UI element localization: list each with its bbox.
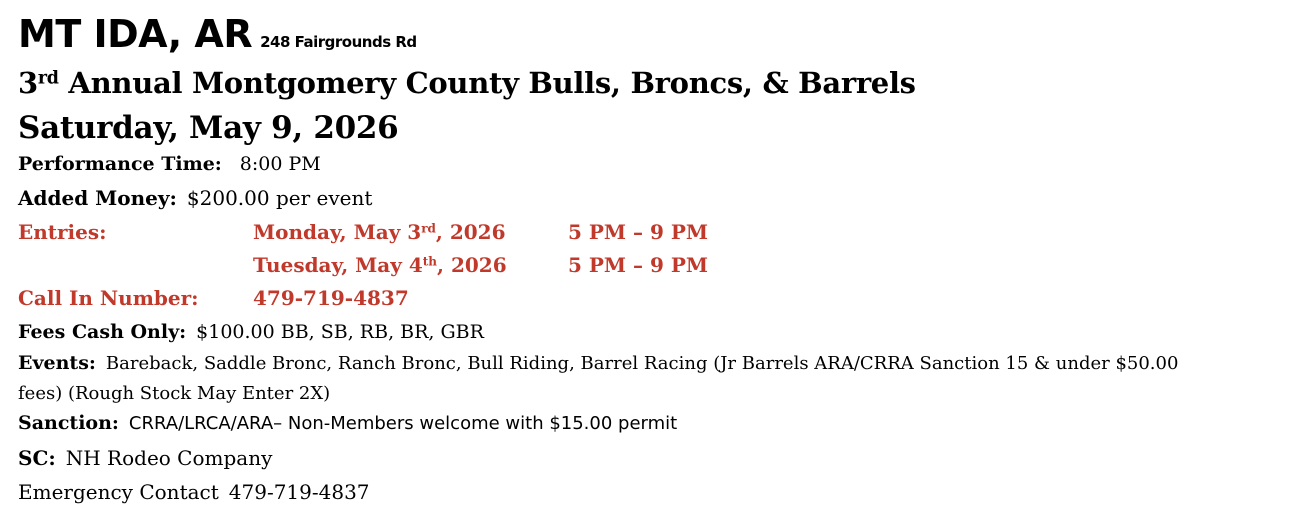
events-value-line2: fees) (Rough Stock May Enter 2X) bbox=[18, 383, 331, 404]
entries-row-1 bbox=[18, 220, 1018, 244]
event-date: Saturday, May 9, 2026 bbox=[18, 110, 399, 146]
fees-value: $100.00 BB, SB, RB, BR, GBR bbox=[196, 321, 484, 343]
events-row bbox=[18, 352, 1178, 374]
event-title bbox=[18, 66, 916, 100]
entry-time-1: 5 PM – 9 PM bbox=[568, 220, 709, 244]
sanction-row bbox=[18, 412, 677, 434]
sc-label: SC: bbox=[18, 446, 56, 470]
sanction-value: CRRA/LRCA/ARA– Non-Members welcome with $15.00 permit bbox=[128, 413, 678, 434]
fees-row bbox=[18, 321, 484, 343]
sc-value: NH Rodeo Company bbox=[65, 446, 273, 470]
events-row-continued bbox=[18, 382, 330, 404]
call-in-label: Call In Number: bbox=[18, 286, 199, 310]
performance-time-value: 8:00 PM bbox=[239, 153, 321, 175]
title-ordinal-suffix: rd bbox=[37, 68, 59, 89]
added-money-row bbox=[18, 186, 372, 210]
city-heading bbox=[18, 12, 417, 56]
entry-time-2: 5 PM – 9 PM bbox=[568, 253, 709, 277]
emergency-contact-row bbox=[18, 480, 370, 504]
added-money-value: $200.00 per event bbox=[186, 186, 373, 210]
call-in-number: 479-719-4837 bbox=[253, 286, 409, 310]
call-in-row bbox=[18, 286, 1018, 310]
venue-address: 248 Fairgrounds Rd bbox=[260, 33, 417, 51]
entry-day-2: Tuesday, May 4th, 2026 bbox=[253, 253, 507, 277]
emergency-contact-number: 479-719-4837 bbox=[228, 480, 370, 504]
sanction-label: Sanction: bbox=[18, 412, 119, 434]
emergency-contact-label: Emergency Contact bbox=[18, 480, 219, 504]
stock-contractor-row bbox=[18, 446, 272, 470]
title-ordinal: 3 bbox=[18, 66, 38, 100]
performance-time-label: Performance Time: bbox=[18, 153, 222, 175]
entry-day-1: Monday, May 3rd, 2026 bbox=[253, 220, 506, 244]
performance-time-row bbox=[18, 153, 321, 175]
entries-label: Entries: bbox=[18, 220, 107, 244]
events-label: Events: bbox=[18, 352, 96, 374]
events-value-line1: Bareback, Saddle Bronc, Ranch Bronc, Bull Riding, Barrel Racing (Jr Barrels ARA/CRRA Sanction 15 & under $50.00 bbox=[105, 353, 1179, 374]
city-name: MT IDA, AR bbox=[18, 12, 253, 56]
fees-label: Fees Cash Only: bbox=[18, 321, 187, 343]
added-money-label: Added Money: bbox=[18, 186, 177, 210]
title-text: Annual Montgomery County Bulls, Broncs, & Barrels bbox=[58, 66, 916, 100]
